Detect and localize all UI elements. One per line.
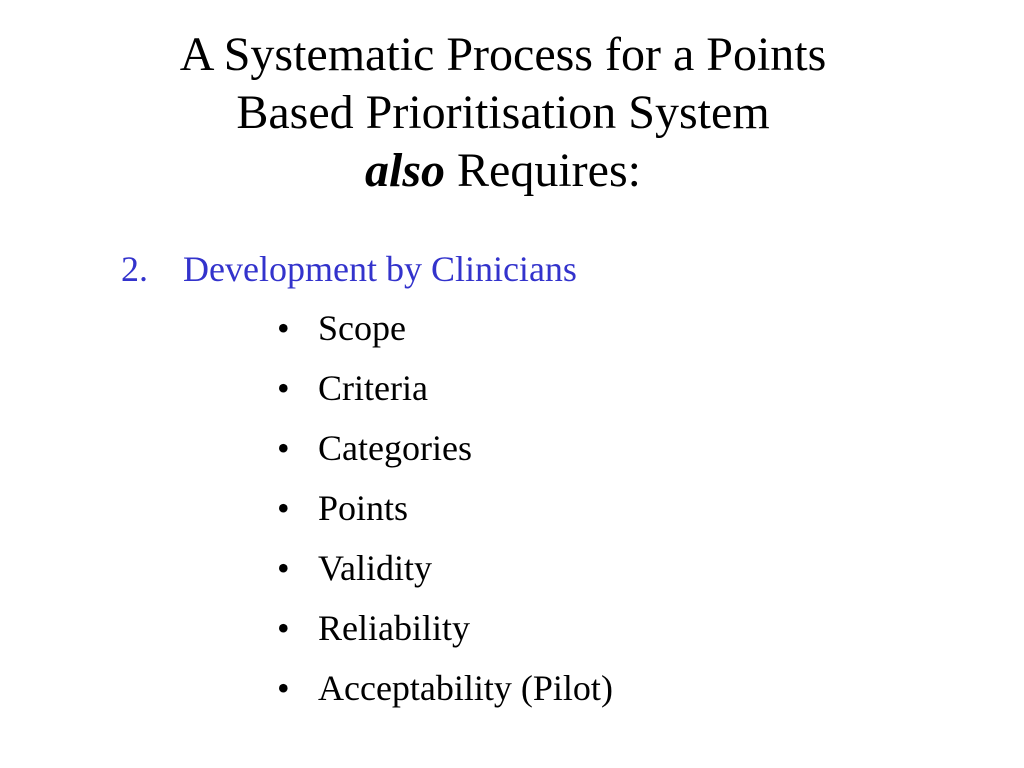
bullet-text: Acceptability (Pilot) [318,668,613,708]
bullet-text: Scope [318,308,406,348]
list-item [277,666,613,726]
bullet-text: Reliability [318,608,470,648]
bullet-icon: • [277,308,290,348]
bullet-icon: • [277,488,290,528]
slide-title [0,26,1006,200]
item-label: Development by Clinicians [183,249,577,289]
bullet-icon: • [277,608,290,648]
numbered-item-heading [121,247,577,291]
bullet-list [277,306,613,726]
title-line-1: A Systematic Process for a Points [179,28,827,81]
title-line-3-rest: Requires: [457,144,641,197]
bullet-icon: • [277,368,290,408]
list-item [277,606,613,666]
bullet-icon: • [277,548,290,588]
bullet-icon: • [277,428,290,468]
bullet-text: Criteria [318,368,428,408]
title-line-2: Based Prioritisation System [236,86,770,139]
title-line-3 [0,142,1006,200]
list-item [277,366,613,426]
title-emphasis: also [365,144,446,197]
bullet-text: Validity [318,548,432,588]
list-item [277,306,613,366]
list-item [277,426,613,486]
bullet-text: Categories [318,428,472,468]
item-number: 2. [121,249,148,289]
bullet-text: Points [318,488,409,528]
list-item [277,546,613,606]
list-item [277,486,613,546]
bullet-icon: • [277,668,290,708]
